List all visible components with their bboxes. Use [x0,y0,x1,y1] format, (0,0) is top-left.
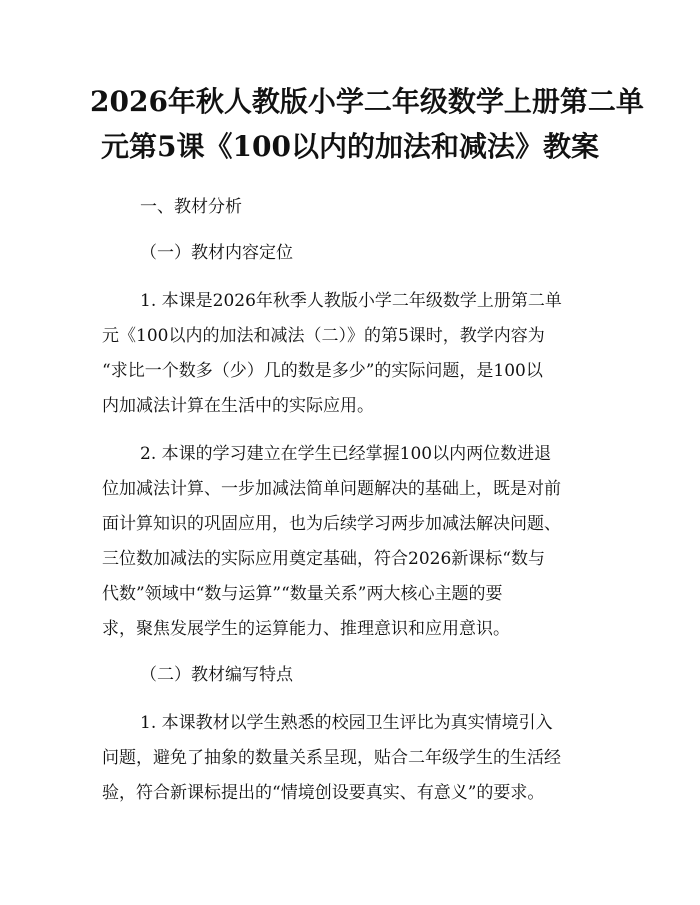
subsection-heading-content-positioning: （一）教材内容定位 [140,243,293,263]
document-title-line-1: 2026年秋人教版小学二年级数学上册第二单 [90,85,644,118]
paragraph-3-line-3: 验，符合新课标提出的“情境创设要真实、有意义”的要求。 [102,783,545,803]
paragraph-3-line-1: 1. 本课教材以学生熟悉的校园卫生评比为真实情境引入 [140,713,553,733]
paragraph-1-line-3: “求比一个数多（少）几的数是多少”的实际问题，是100以 [102,361,543,381]
paragraph-2-line-1: 2. 本课的学习建立在学生已经掌握100以内两位数进退 [140,444,552,464]
paragraph-2-line-4: 三位数加减法的实际应用奠定基础，符合2026新课标“数与 [102,549,545,569]
section-heading-textbook-analysis: 一、教材分析 [140,197,242,217]
paragraph-1-line-4: 内加减法计算在生活中的实际应用。 [102,396,374,416]
paragraph-1-line-1: 1. 本课是2026年秋季人教版小学二年级数学上册第二单 [140,291,562,311]
subsection-heading-writing-features: （二）教材编写特点 [140,665,293,685]
document-title-line-2: 元第5课《100以内的加法和减法》教案 [101,130,599,163]
paragraph-1-line-2: 元《100以内的加法和减法（二）》的第5课时，教学内容为 [102,326,545,346]
paragraph-2-line-5: 代数”领域中“数与运算”“数量关系”两大核心主题的要 [102,584,503,604]
paragraph-2-line-6: 求，聚焦发展学生的运算能力、推理意识和应用意识。 [102,619,510,639]
paragraph-2-line-3: 面计算知识的巩固应用，也为后续学习两步加减法解决问题、 [102,514,561,534]
paragraph-2-line-2: 位加减法计算、一步加减法简单问题解决的基础上，既是对前 [102,479,561,499]
paragraph-3-line-2: 问题，避免了抽象的数量关系呈现，贴合二年级学生的生活经 [102,748,561,768]
